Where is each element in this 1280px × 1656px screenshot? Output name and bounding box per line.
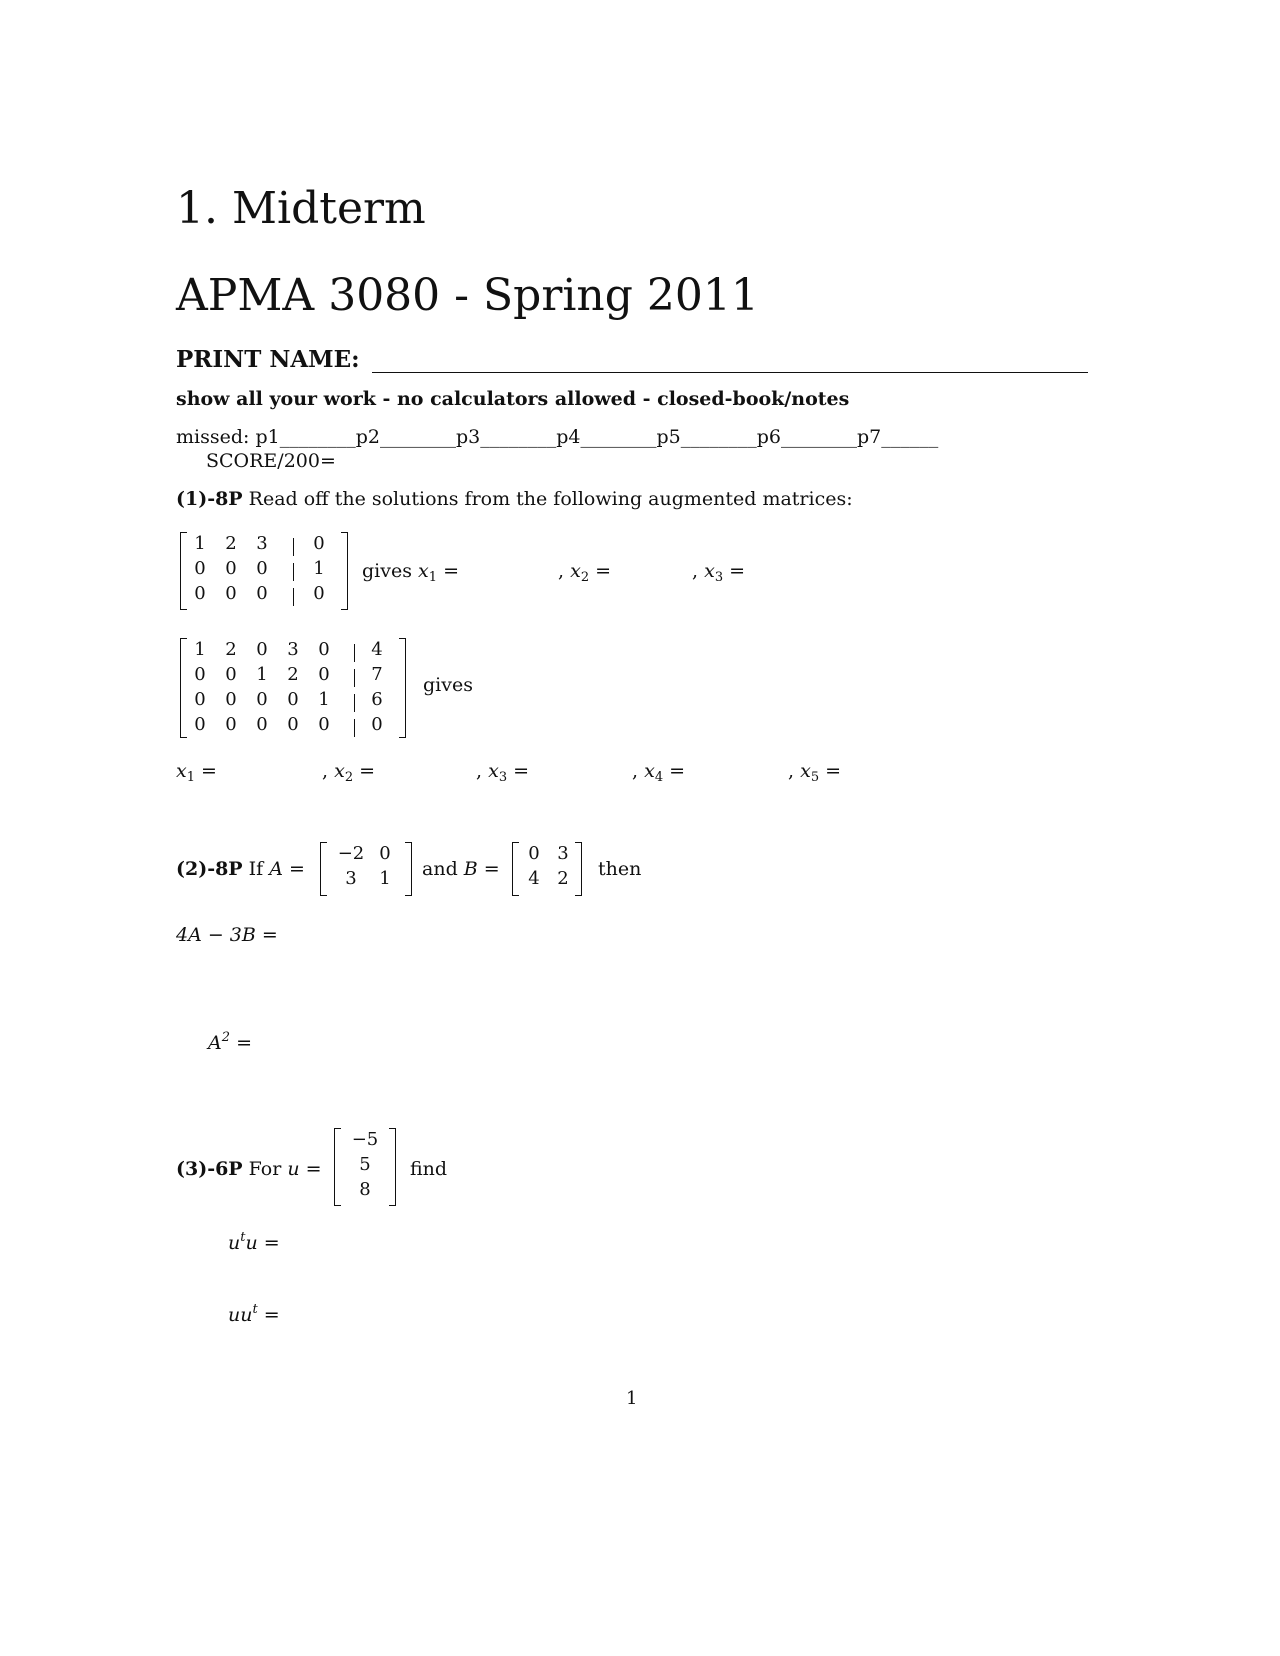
q1-prompt: Read off the solutions from the following augmented matrices: — [248, 488, 853, 510]
augment-bar — [354, 719, 355, 737]
matrix-cell: 0 — [256, 583, 268, 604]
matrix-cell: 2 — [287, 664, 299, 685]
print-name-label: PRINT NAME: — [176, 346, 360, 373]
matrix-cell: 0 — [256, 558, 268, 579]
transpose-symbol: t — [252, 1302, 258, 1317]
matrix-cell: 1 — [313, 558, 325, 579]
q1-ans-x4: , $x_4$ = — [632, 760, 686, 785]
matrix-cell: 0 — [256, 689, 268, 710]
comma: , — [788, 760, 795, 782]
q2-then: then — [598, 858, 642, 880]
vector-cell: 8 — [359, 1179, 371, 1200]
augment-bar — [354, 669, 355, 687]
matrix-cell: 0 — [318, 714, 330, 735]
equals: = — [305, 1158, 322, 1180]
equals: = — [359, 760, 376, 782]
q2-label: (2)-8P — [176, 858, 243, 880]
q3-expr-u-ut — [228, 1302, 280, 1326]
q2-matrix-a — [320, 842, 412, 896]
matrix-left-bracket — [512, 842, 519, 896]
matrix-cell: 0 — [194, 664, 206, 685]
var-x: x — [176, 760, 187, 782]
matrix-cell: 0 — [528, 843, 540, 864]
missed-line: missed: p1________p2________p3________p4________p5________p6________p7______ — [176, 426, 939, 448]
page-number: 1 — [626, 1388, 638, 1409]
augment-bar — [354, 644, 355, 662]
vector-u-symbol: u — [245, 1232, 258, 1254]
q1-x3: , $x_3$ = — [692, 560, 746, 585]
matrix-a-symbol: A — [208, 1032, 222, 1054]
vector-cell: −5 — [351, 1129, 379, 1150]
matrix-cell: 1 — [256, 664, 268, 685]
matrix-cell: 0 — [225, 714, 237, 735]
exponent: 2 — [221, 1030, 231, 1045]
matrix-left-bracket — [180, 532, 187, 610]
comma: , — [322, 760, 329, 782]
var-x: x — [704, 560, 715, 582]
matrix-right-bracket — [341, 532, 348, 610]
q1-ans-x3: , $x_3$ = — [476, 760, 530, 785]
matrix-right-bracket — [405, 842, 412, 896]
q3-vector-u — [334, 1128, 396, 1206]
var-x: x — [570, 560, 581, 582]
matrix-cell: 0 — [256, 639, 268, 660]
matrix-cell: 3 — [256, 533, 268, 554]
score-line: SCORE/200= — [206, 450, 336, 472]
var-x: x — [800, 760, 811, 782]
q1-gives-x1: gives $x_1$ = — [362, 560, 459, 585]
vector-u-symbol: u — [228, 1232, 241, 1254]
q2-expr-a-squared — [208, 1030, 252, 1054]
matrix-left-bracket — [334, 1128, 341, 1206]
vector-cell: 5 — [359, 1154, 371, 1175]
equals: = — [513, 760, 530, 782]
matrix-cell: 0 — [318, 664, 330, 685]
matrix-right-bracket — [399, 638, 406, 738]
matrix-cell: 0 — [256, 714, 268, 735]
matrix-cell: 0 — [225, 583, 237, 604]
var-x: x — [334, 760, 345, 782]
q2-matrix-b — [512, 842, 582, 896]
matrix-cell: 0 — [194, 558, 206, 579]
q1-matrix2 — [180, 638, 406, 738]
gives-text: gives — [362, 560, 412, 582]
matrix-right-bracket — [389, 1128, 396, 1206]
matrix-cell: 3 — [345, 868, 357, 889]
instructions: show all your work - no calculators allowed - closed-book/notes — [176, 388, 850, 410]
comma: , — [476, 760, 483, 782]
matrix-left-bracket — [180, 638, 187, 738]
matrix-cell: 4 — [528, 868, 540, 889]
matrix-cell: 6 — [371, 689, 383, 710]
matrix-cell: 3 — [287, 639, 299, 660]
matrix-cell: 0 — [194, 689, 206, 710]
var-x: x — [644, 760, 655, 782]
vector-u-symbol: u — [287, 1158, 300, 1180]
matrix-right-bracket — [575, 842, 582, 896]
q3-heading — [176, 1158, 322, 1180]
q1-matrix1 — [180, 532, 348, 610]
matrix-cell: 3 — [557, 843, 569, 864]
equals: = — [263, 1232, 280, 1254]
matrix-left-bracket — [320, 842, 327, 896]
augment-bar — [293, 563, 294, 581]
equals: = — [483, 858, 500, 880]
q1-label: (1)-8P — [176, 488, 243, 510]
equals: = — [595, 560, 612, 582]
q1-ans-x1: $x_1$ = — [176, 760, 217, 785]
matrix-cell: 7 — [371, 664, 383, 685]
matrix-cell: 0 — [225, 558, 237, 579]
comma: , — [558, 560, 565, 582]
matrix-b-symbol: B — [463, 858, 478, 880]
matrix-cell: 2 — [557, 868, 569, 889]
matrix-cell: 1 — [194, 533, 206, 554]
matrix-cell: 0 — [287, 689, 299, 710]
q3-for: For — [248, 1158, 282, 1180]
q1-x2: , $x_2$ = — [558, 560, 612, 585]
q2-and-b — [422, 858, 500, 880]
equals: = — [236, 1032, 252, 1054]
matrix-cell: −2 — [337, 843, 365, 864]
q2-heading — [176, 858, 305, 880]
var-x: x — [488, 760, 499, 782]
and-text: and — [422, 858, 458, 880]
matrix-cell: 0 — [194, 714, 206, 735]
matrix-cell: 0 — [313, 533, 325, 554]
matrix-cell: 1 — [379, 868, 391, 889]
equals: = — [289, 858, 305, 880]
q3-expr-ut-u — [228, 1230, 280, 1254]
matrix-cell: 4 — [371, 639, 383, 660]
q3-label: (3)-6P — [176, 1158, 243, 1180]
comma: , — [632, 760, 639, 782]
equals: = — [443, 560, 459, 582]
matrix-cell: 1 — [318, 689, 330, 710]
matrix-cell: 0 — [313, 583, 325, 604]
matrix-cell: 0 — [225, 664, 237, 685]
augment-bar — [293, 588, 294, 606]
matrix-cell: 0 — [379, 843, 391, 864]
matrix-cell: 2 — [225, 533, 237, 554]
vector-u-symbol: u — [228, 1304, 241, 1326]
q2-if: If — [248, 858, 264, 880]
q2-expr-4a-3b: 4A − 3B = — [176, 924, 278, 946]
equals: = — [729, 560, 746, 582]
matrix-cell: 0 — [318, 639, 330, 660]
course-title: APMA 3080 - Spring 2011 — [176, 270, 759, 321]
q3-find: find — [410, 1158, 448, 1180]
q1-heading — [176, 488, 853, 510]
vector-u-symbol: u — [240, 1304, 253, 1326]
matrix-cell: 0 — [194, 583, 206, 604]
matrix-cell: 2 — [225, 639, 237, 660]
matrix-cell: 1 — [194, 639, 206, 660]
var-x: x — [418, 560, 429, 582]
augment-bar — [354, 694, 355, 712]
q1-ans-x5: , $x_5$ = — [788, 760, 842, 785]
matrix-a-symbol: A — [269, 858, 283, 880]
equals: = — [263, 1304, 280, 1326]
matrix-cell: 0 — [287, 714, 299, 735]
comma: , — [692, 560, 699, 582]
matrix-cell: 0 — [225, 689, 237, 710]
equals: = — [669, 760, 686, 782]
transpose-symbol: t — [240, 1230, 246, 1245]
q1-ans-x2: , $x_2$ = — [322, 760, 376, 785]
augment-bar — [293, 538, 294, 556]
q1-gives: gives — [423, 674, 473, 696]
equals: = — [825, 760, 842, 782]
equals: = — [201, 760, 217, 782]
matrix-cell: 0 — [371, 714, 383, 735]
section-title: 1. Midterm — [176, 183, 426, 234]
name-line — [372, 372, 1088, 373]
